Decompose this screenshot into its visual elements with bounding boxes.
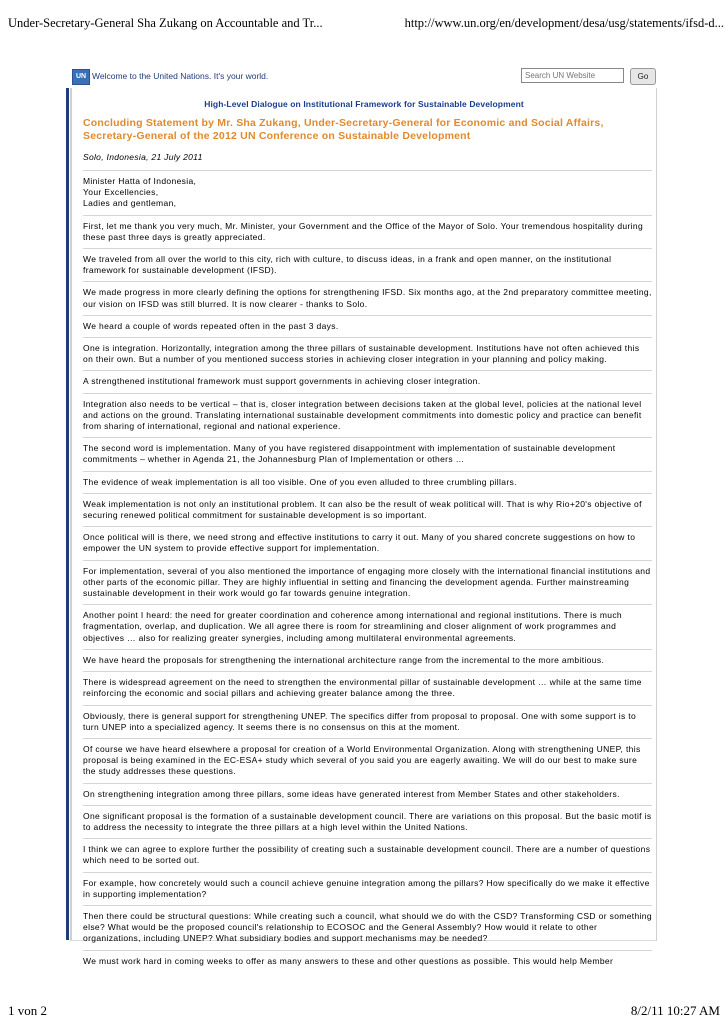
paragraph: One is integration. Horizontally, integration among the three pillars of sustainable development. Institutions have not often achieved this on their own. But a number of you mentioned success stories in achieving closer integration in your planning and policy making. [83, 343, 640, 365]
divider [83, 393, 652, 394]
un-top-bar [66, 66, 654, 88]
paragraph: A strengthened institutional framework must support governments in achieving closer integration. [83, 376, 481, 387]
divider [83, 671, 652, 672]
un-logo-icon[interactable]: UN [72, 69, 90, 85]
salutation-line: Your Excellencies, [83, 187, 159, 198]
statement-title: Concluding Statement by Mr. Sha Zukang, Under-Secretary-General for Economic and Social Affairs, Secretary-General of the 2012 UN Conference on Sustainable Development [83, 117, 604, 142]
salutation-line: Minister Hatta of Indonesia, [83, 176, 197, 186]
divider [83, 649, 652, 650]
divider [83, 805, 652, 806]
print-header-title: Under-Secretary-General Sha Zukang on Accountable and Tr... [8, 16, 323, 30]
print-timestamp: 8/2/11 10:27 AM [630, 1003, 720, 1018]
divider [83, 370, 652, 371]
event-title: High-Level Dialogue on Institutional Framework for Sustainable Development [204, 99, 524, 109]
search-go-button[interactable]: Go [630, 68, 656, 85]
place-date: Solo, Indonesia, 21 July 2011 [83, 152, 203, 162]
article-content [70, 88, 657, 966]
divider [83, 170, 652, 171]
divider [83, 872, 652, 873]
divider [83, 950, 652, 951]
paragraph: Another point I heard: the need for greater coordination and coherence among international and regional institutions. There is much fragmentation, overlap, and duplication. We all agree there is room for streamlining and closer alignment of work programmes and objectives … also for realizing greater synergies, including among multilateral environmental agreements. [83, 610, 623, 643]
paragraph: Once political will is there, we need strong and effective institutions to carry it out. Many of you shared concrete suggestions on how to empower the UN system to provide effective support for implementation. [83, 532, 636, 554]
divider [83, 248, 652, 249]
paragraph: Of course we have heard elsewhere a proposal for creation of a World Environmental Organization. Along with strengthening UNEP, this proposal is being examined in the EC-ESA+ study which several of you said you are eagerly awaiting. We will do our best to make sure the study addresses these questions. [83, 743, 641, 777]
print-header [0, 0, 728, 40]
divider [83, 281, 652, 282]
divider [83, 437, 652, 438]
welcome-text: Welcome to the United Nations. It's your world. [92, 71, 269, 81]
paragraph: We have heard the proposals for strengthening the international architecture range from the incremental to the more ambitious. [83, 654, 605, 665]
paragraph: First, let me thank you very much, Mr. Minister, your Government and the Office of the Mayor of Solo. Your tremendous hospitality during these past three days is greatly appreciated. [83, 220, 644, 242]
divider [83, 905, 652, 906]
paragraph: There is widespread agreement on the need to strengthen the environmental pillar of sustainable development … while at the same time reinforcing the economic and social pillars and achieving greater balance among the three. [83, 677, 642, 699]
divider [83, 838, 652, 839]
divider [83, 215, 652, 216]
paragraph-list [72, 221, 656, 967]
divider [83, 738, 652, 739]
paragraph: We must work hard in coming weeks to offer as many answers to these and other questions as possible. This would help Member [83, 955, 614, 966]
paragraph: We made progress in more clearly defining the options for strengthening IFSD. Six months ago, at the 2nd preparatory committee meeting, our vision on IFSD was still blurred. It is now clearer - thanks to Solo. [83, 287, 652, 309]
divider [83, 471, 652, 472]
paragraph: One significant proposal is the formation of a sustainable development council. There are variations on this proposal. But the basic motif is to address the necessity to integrate the three pillars at a high level within the United Nations. [83, 810, 652, 832]
divider [83, 783, 652, 784]
paragraph: For implementation, several of you also mentioned the importance of engaging more closely with the international financial institutions and other parts of the economic pillar. They are highly influential in setting and financing the development agenda. Further mainstreaming sustainable development in their work would go far towards genuine integration. [83, 565, 651, 599]
paragraph: We heard a couple of words repeated often in the past 3 days. [83, 320, 339, 331]
search-input[interactable] [521, 68, 624, 83]
divider [83, 315, 652, 316]
frame-accent-bar [66, 88, 69, 940]
salutation-line: Ladies and gentleman, [83, 198, 177, 209]
divider [83, 337, 652, 338]
paragraph: We traveled from all over the world to this city, rich with culture, to discuss ideas, in a frank and open manner, on the institutional framework for sustainable development (IFSD). [83, 254, 612, 276]
divider [83, 493, 652, 494]
divider [83, 526, 652, 527]
paragraph: Obviously, there is general support for strengthening UNEP. The specifics differ from proposal to proposal. One with some support is to turn UNEP into a specialized agency. It seems there is no consensus on this at the moment. [83, 710, 637, 732]
salutation [83, 176, 652, 210]
divider [83, 560, 652, 561]
paragraph: Then there could be structural questions: While creating such a council, what should we do with the CSD? Transforming CSD or something else? What would be the proposed council's relationship to ECOSOC and the General Assembly? How would it relate to other organizations, including UNEP? What subsidiary bodies and support mechanisms may be needed? [83, 910, 652, 944]
divider [83, 604, 652, 605]
paragraph: The evidence of weak implementation is all too visible. One of you even alluded to three crumbling pillars. [83, 476, 517, 487]
print-footer [0, 971, 728, 1031]
divider [83, 705, 652, 706]
paragraph: I think we can agree to explore further the possibility of creating such a sustainable development council. There are a number of questions which need to be sorted out. [83, 844, 651, 866]
paragraph: The second word is implementation. Many of you have registered disappointment with implementation of sustainable development commitments – whether in Agenda 21, the Johannesburg Plan of Implementation or others … [83, 443, 616, 465]
paragraph: Weak implementation is not only an institutional problem. It can also be the result of weak political will. That is why Rio+20's objective of securing renewed political commitment for sustainable development is so important. [83, 498, 642, 521]
paragraph: For example, how concretely would such a council achieve genuine integration among the pillars? How specifically do we make it effective in supporting implementation? [83, 877, 650, 899]
page-number: 1 von 2 [8, 1003, 47, 1018]
print-header-url: http://www.un.org/en/development/desa/usg/statements/ifsd-d... [404, 16, 724, 30]
paragraph: Integration also needs to be vertical – that is, closer integration between decisions taken at the global level, policies at the national level and actions on the ground. Translating international sustainable development commitments into domestic policy and practice can benefit from sharing of international, regional and national experience. [83, 398, 642, 432]
paragraph: On strengthening integration among three pillars, some ideas have generated interest from Member States and other stakeholders. [83, 788, 620, 799]
